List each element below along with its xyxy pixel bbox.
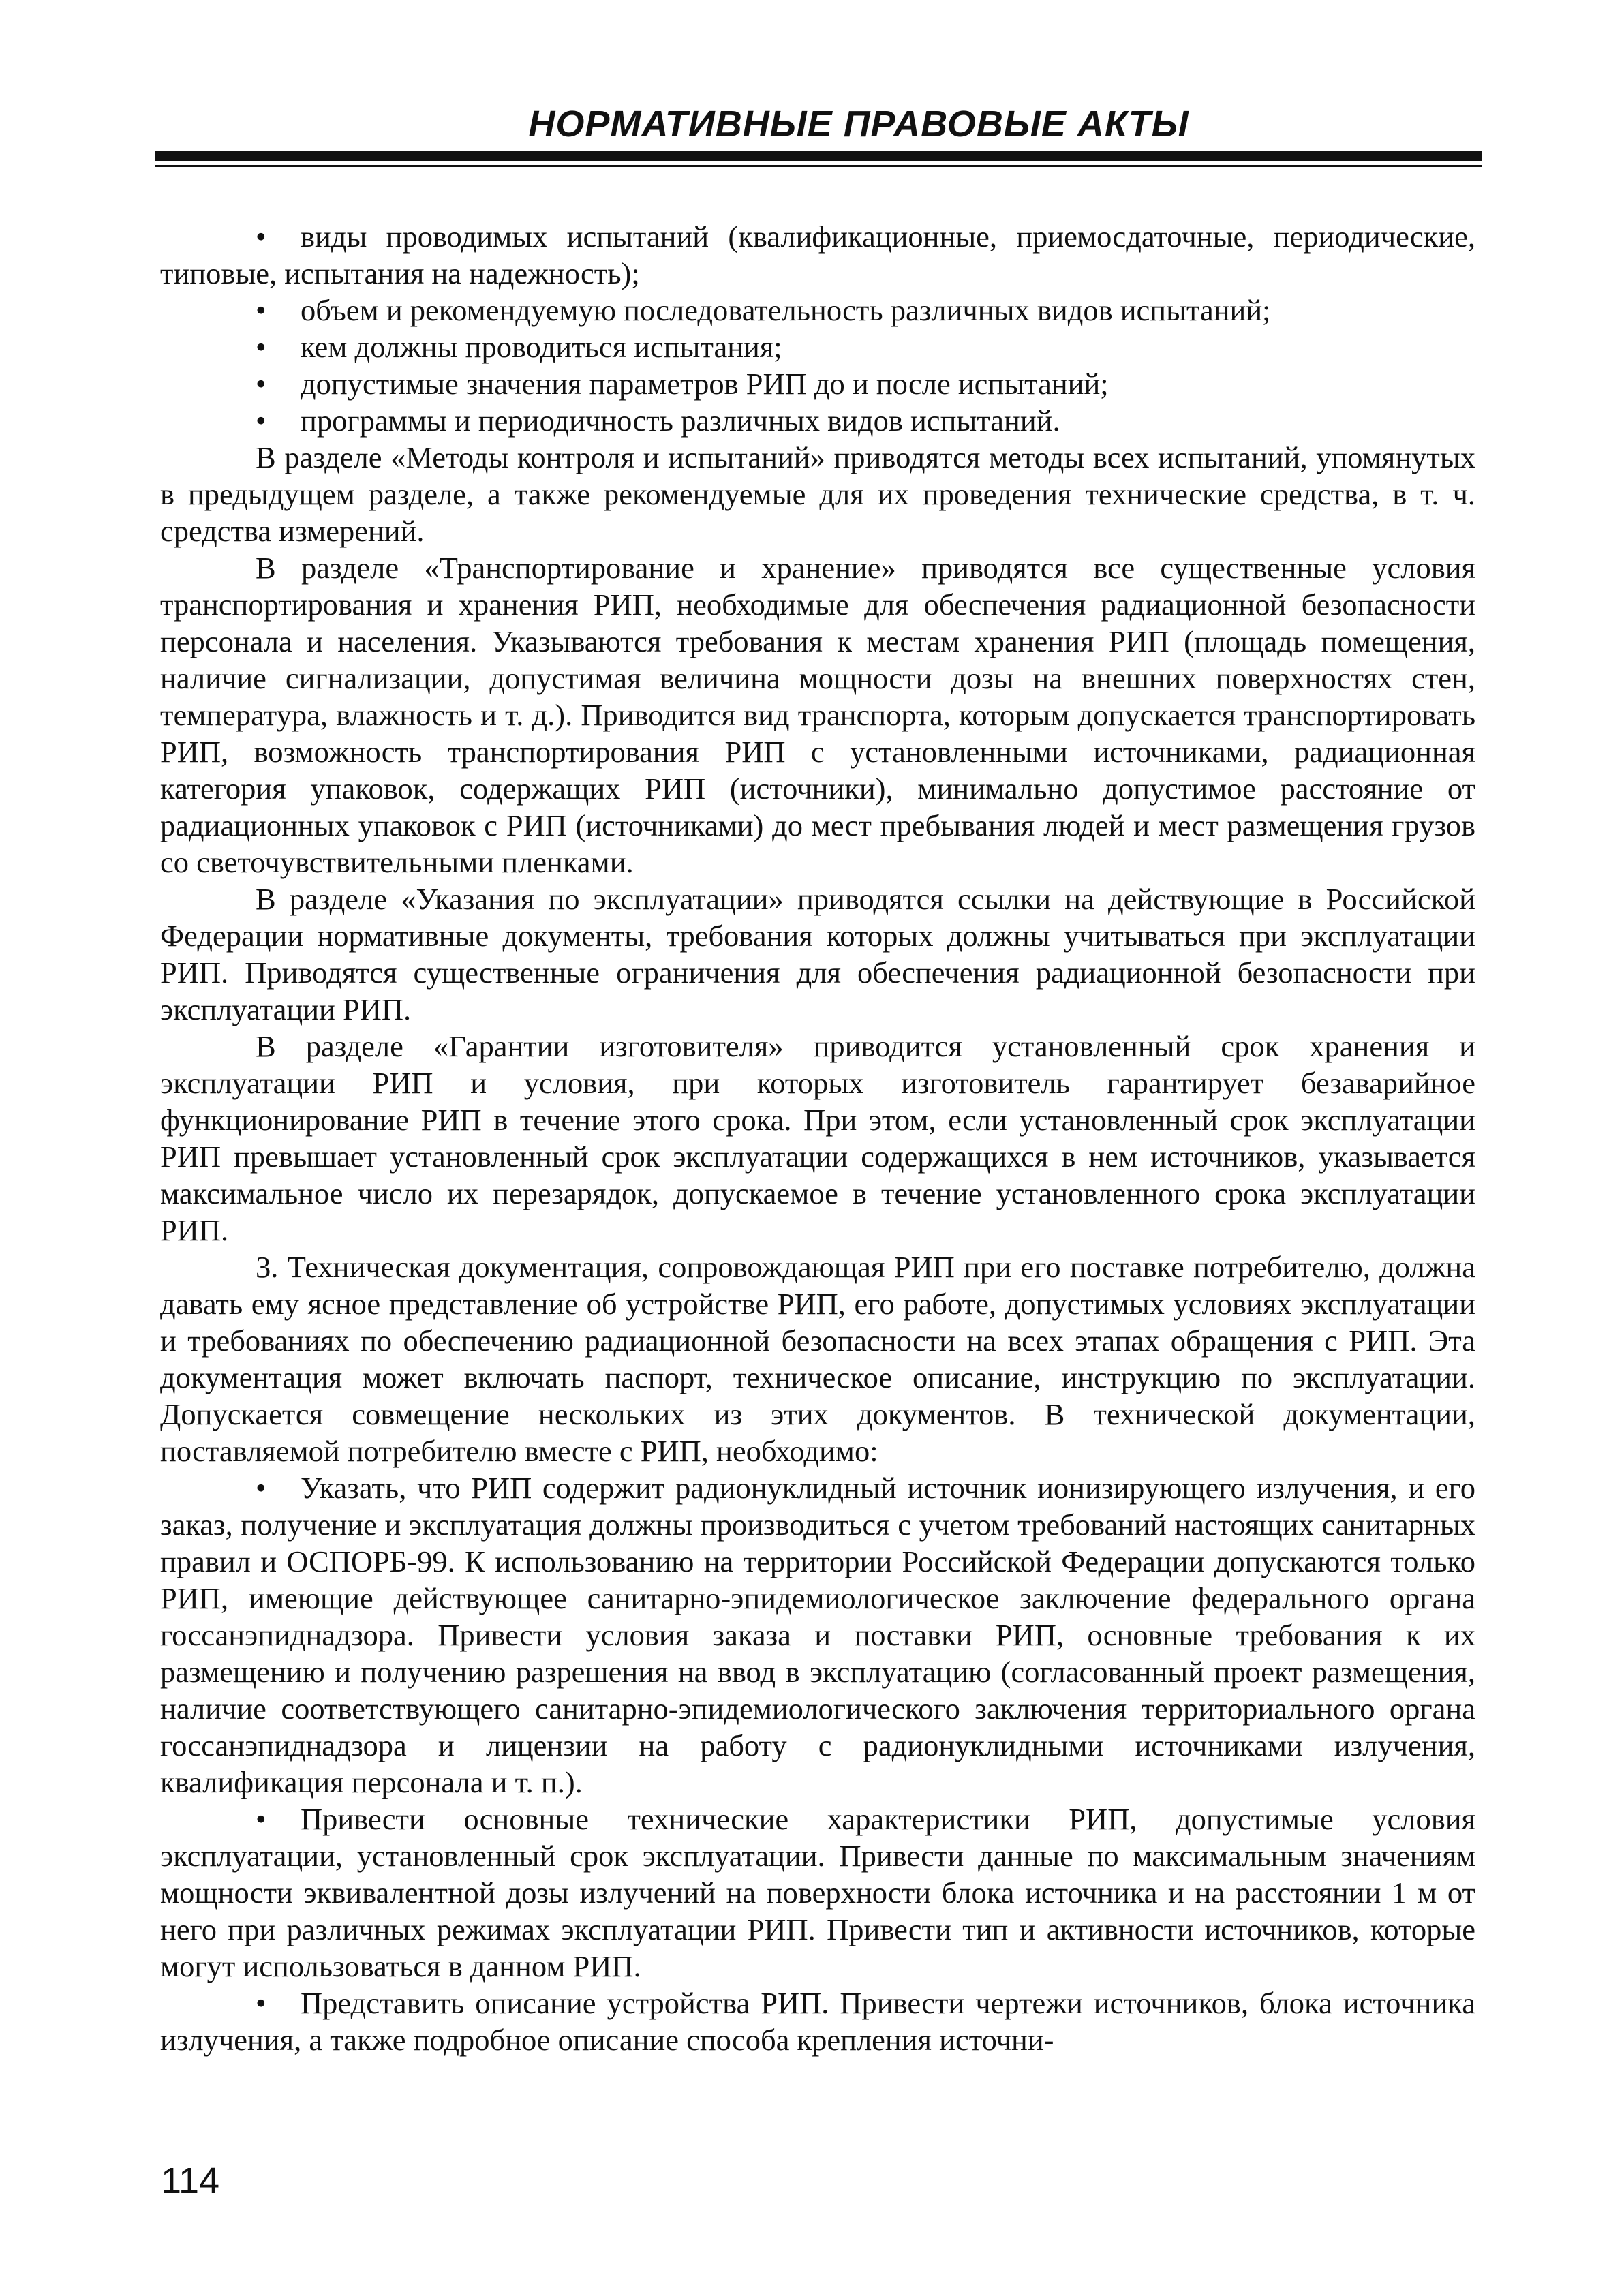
bullet-text: допустимые значения параметров РИП до и после испытаний; <box>301 367 1109 401</box>
bullet-item <box>160 218 1475 292</box>
bullet-mark: • <box>256 293 266 327</box>
paragraph-text: В разделе «Указания по эксплуатации» приводятся ссылки на действующие в Российской Федерации нормативные документы, требования которых должны учитываться при эксплуатации РИП. Приводятся существенные ограничения для обеспечения радиационной безопасности при эксплуатации РИП. <box>160 882 1475 1026</box>
page-header <box>160 102 1475 146</box>
bullet-text: виды проводимых испытаний (квалификационные, приемосдаточные, периодические, типовые, испытания на надежность); <box>160 219 1475 290</box>
bullet-item <box>160 402 1475 439</box>
document-page <box>160 102 1475 2057</box>
bullet-text: кем должны проводиться испытания; <box>301 330 782 364</box>
paragraph <box>160 439 1475 549</box>
bullet-text: Указать, что РИП содержит радионуклидный источник ионизирующего излучения, и его заказ, получение и эксплуатация должны производиться с учетом требований настоящих санитарных правил и ОСПОРБ-99. К использованию на территории Российской Федерации допускаются только РИП, имеющие действующее санитарно-эпидемиологическое заключение федерального органа госсанэпиднадзора. Привести условия заказа и поставки РИП, основные требования к их размещению и получению разрешения на ввод в эксплуатацию (согласованный проект размещения, наличие соответствующего санитарно-эпидемиологического заключения территориального органа госсанэпиднадзора и лицензии на работу с радионуклидными источниками излучения, квалификация персонала и т. п.). <box>160 1471 1475 1799</box>
paragraph-text: В разделе «Гарантии изготовителя» приводится установленный срок хранения и эксплуатации РИП и условия, при которых изготовитель гарантирует безаварийное функционирование РИП в течение этого срока. При этом, если установленный срок эксплуатации РИП превышает установленный срок эксплуатации содержащихся в нем источников, указывается максимальное число их перезарядок, допускаемое в течение установленного срока эксплуатации РИП. <box>160 1029 1475 1247</box>
bullet-mark: • <box>256 219 266 254</box>
bullet-text: программы и периодичность различных видов испытаний. <box>301 403 1060 438</box>
bullet-item <box>160 1985 1475 2058</box>
bullet-item <box>160 328 1475 365</box>
paragraph <box>160 1028 1475 1249</box>
bullet-item <box>160 365 1475 402</box>
bullet-mark: • <box>256 1802 266 1836</box>
paragraph-text: В разделе «Методы контроля и испытаний» приводятся методы всех испытаний, упомянутых в предыдущем разделе, а также рекомендуемые для их проведения технические средства, в т. ч. средства измерений. <box>160 440 1475 548</box>
bullet-text: Привести основные технические характеристики РИП, допустимые условия эксплуатации, установленный срок эксплуатации. Привести данные по максимальным значениям мощности эквивалентной дозы излучений на поверхности блока источника и на расстоянии 1 м от него при различных режимах эксплуатации РИП. Привести тип и активности источников, которые могут использоваться в данном РИП. <box>160 1802 1475 1983</box>
bullet-mark: • <box>256 1471 266 1505</box>
bullet-mark: • <box>256 367 266 401</box>
header-rule-thick <box>155 151 1482 161</box>
header-rule-thin <box>155 165 1482 167</box>
page-number: 114 <box>161 2160 220 2201</box>
bullet-item <box>160 1469 1475 1801</box>
paragraph <box>160 549 1475 881</box>
bullet-mark: • <box>256 1986 266 2020</box>
bullet-item <box>160 292 1475 328</box>
header-title: НОРМАТИВНЫЕ ПРАВОВЫЕ АКТЫ <box>528 104 1189 144</box>
bullet-mark: • <box>256 330 266 364</box>
paragraph-text: 3. Техническая документация, сопровождающая РИП при его поставке потребителю, должна давать ему ясное представление об устройстве РИП, его работе, допустимых условиях эксплуатации и требованиях по обеспечению радиационной безопасности на всех этапах обращения с РИП. Эта документация может включать паспорт, техническое описание, инструкцию по эксплуатации. Допускается совмещение нескольких из этих документов. В технической документации, поставляемой потребителю вместе с РИП, необходимо: <box>160 1250 1475 1468</box>
paragraph <box>160 1249 1475 1469</box>
bullet-text: Представить описание устройства РИП. Привести чертежи источников, блока источника излучения, а также подробное описание способа крепления источни- <box>160 1986 1475 2057</box>
bullet-mark: • <box>256 403 266 438</box>
bullet-text: объем и рекомендуемую последовательность различных видов испытаний; <box>301 293 1271 327</box>
bullet-item <box>160 1801 1475 1985</box>
paragraph-text: В разделе «Транспортирование и хранение» приводятся все существенные условия транспортирования и хранения РИП, необходимые для обеспечения радиационной безопасности персонала и населения. Указываются требования к местам хранения РИП (площадь помещения, наличие сигнализации, допустимая величина мощности дозы на внешних поверхностях стен, температура, влажность и т. д.). Приводится вид транспорта, которым допускается транспортировать РИП, возможность транспортирования РИП с установленными источниками, радиационная категория упаковок, содержащих РИП (источники), минимально допустимое расстояние от радиационных упаковок с РИП (источниками) до мест пребывания людей и мест размещения грузов со светочувствительными пленками. <box>160 551 1475 879</box>
paragraph <box>160 881 1475 1028</box>
body-text <box>160 218 1475 2058</box>
